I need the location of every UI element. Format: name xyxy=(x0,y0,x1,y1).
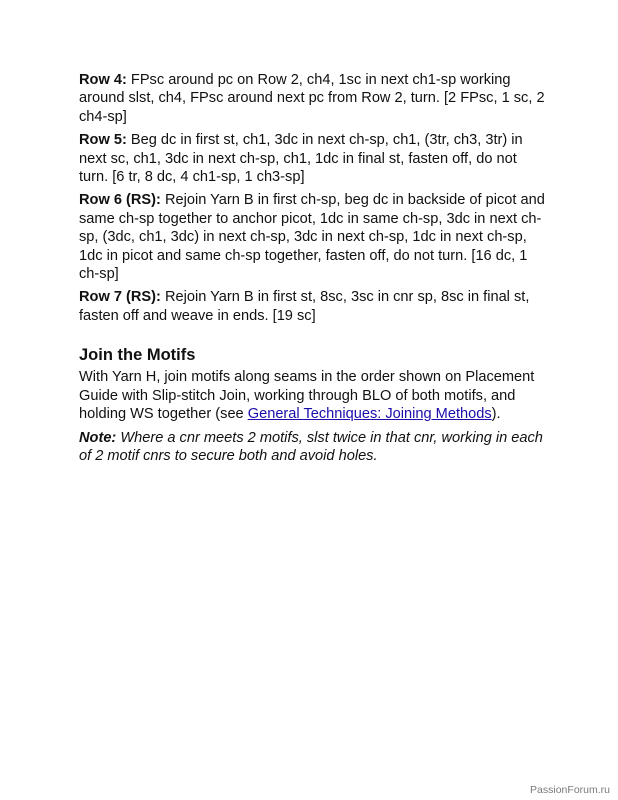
note-label: Note: xyxy=(79,429,117,446)
row-4-label: Row 4: xyxy=(79,72,127,88)
join-motifs-body xyxy=(79,368,549,423)
row-7-label: Row 7 (RS): xyxy=(79,289,161,306)
note-text: Where a cnr meets 2 motifs, slst twice in that cnr, working in each of 2 motif cnrs to secure both and avoid holes. xyxy=(79,429,543,464)
join-body-end: ). xyxy=(491,406,501,423)
site-watermark: PassionForum.ru xyxy=(530,784,610,796)
row-7-text: Rejoin Yarn B in first st, 8sc, 3sc in cnr sp, 8sc in final st, fasten off and weave in ends. [19 sc] xyxy=(79,289,530,324)
row-7-instruction xyxy=(79,288,549,325)
row-4-text: FPsc around pc on Row 2, ch4, 1sc in next ch1-sp working around slst, ch4, FPsc around next pc from Row 2, turn. [2 FPsc, 1 sc, 2 ch4-sp] xyxy=(79,72,545,125)
row-5-instruction xyxy=(79,131,549,186)
join-body-text: With Yarn H, join motifs along seams in the order shown on Placement Guide with Slip-stitch Join, working through BLO of both motifs, and holding WS together (see xyxy=(79,369,535,423)
row-4-instruction xyxy=(79,71,549,126)
row-6-text: Rejoin Yarn B in first ch-sp, beg dc in backside of picot and same ch-sp together to anchor picot, 1dc in same ch-sp, 3dc in next ch-sp, (3dc, ch1, 3dc) in next ch-sp, 3dc in next ch-sp, 1dc in next ch-sp, 1dc in picot and same ch-sp together, fasten off, do not turn. [16 dc, 1 ch-sp] xyxy=(79,192,545,283)
row-6-instruction xyxy=(79,191,549,283)
page-content xyxy=(79,71,549,470)
row-6-label: Row 6 (RS): xyxy=(79,192,161,209)
join-note xyxy=(79,429,549,466)
row-5-label: Row 5: xyxy=(79,132,127,149)
joining-methods-link[interactable]: General Techniques: Joining Methods xyxy=(247,406,492,423)
join-motifs-heading: Join the Motifs xyxy=(79,346,196,365)
row-5-text: Beg dc in first st, ch1, 3dc in next ch-sp, ch1, (3tr, ch3, 3tr) in next sc, ch1, 3dc in next ch-sp, ch1, 1dc in final st, fasten off, do not turn. [6 tr, 8 dc, 4 ch1-sp, 1 ch3-sp] xyxy=(79,132,523,186)
